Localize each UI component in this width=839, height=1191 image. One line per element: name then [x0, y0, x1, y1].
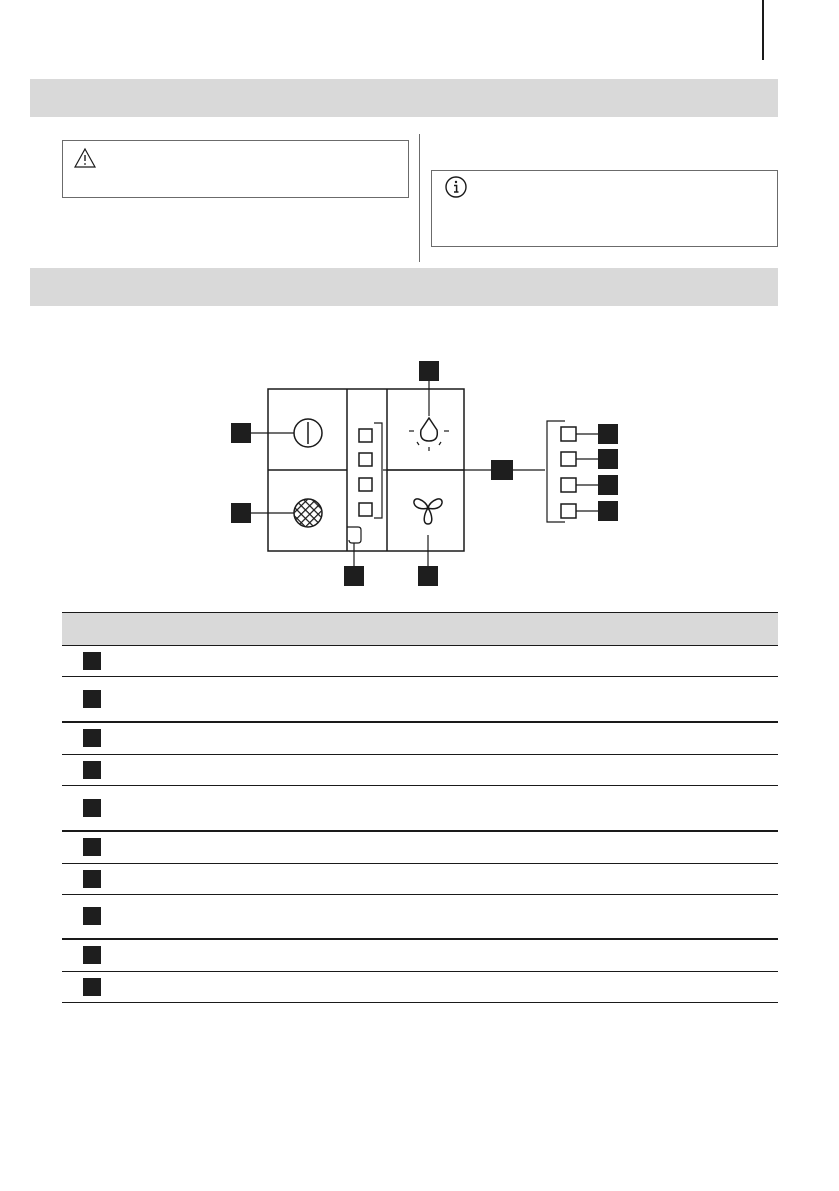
fan-speed-indicator — [359, 429, 372, 442]
sensor-field — [347, 527, 361, 543]
legend-row-marker — [83, 946, 101, 964]
callout-marker — [231, 503, 251, 523]
legend-row-marker — [83, 761, 101, 779]
legend-row-marker — [83, 799, 101, 817]
callout-marker — [598, 501, 618, 521]
indicator-legend-square — [561, 504, 576, 518]
indicator-group-bracket — [374, 423, 382, 518]
power-icon[interactable] — [294, 419, 322, 447]
callout-marker — [231, 423, 251, 443]
fan-speed-indicator — [359, 478, 372, 491]
indicator-legend-square — [561, 452, 576, 466]
callout-marker — [491, 460, 513, 480]
indicator-legend-square — [561, 427, 576, 441]
legend-row-marker — [83, 870, 101, 888]
legend-row-marker — [83, 652, 101, 670]
callout-marker — [418, 566, 438, 586]
legend-row — [62, 646, 778, 677]
legend-row-marker — [83, 690, 101, 708]
callout-marker — [598, 475, 618, 495]
callout-marker — [419, 361, 439, 381]
legend-row — [62, 755, 778, 786]
legend-row-marker — [83, 907, 101, 925]
legend-row-marker — [83, 838, 101, 856]
grease-filter-icon[interactable] — [294, 499, 322, 527]
legend-table — [62, 612, 778, 1003]
legend-row — [62, 723, 778, 755]
light-bulb-icon[interactable] — [409, 418, 449, 451]
indicator-legend-square — [561, 478, 576, 492]
fan-icon[interactable] — [414, 499, 442, 524]
legend-row-marker — [83, 729, 101, 747]
fan-speed-indicator — [359, 453, 372, 466]
legend-row-marker — [83, 978, 101, 996]
callout-marker — [598, 424, 618, 444]
legend-row — [62, 972, 778, 1003]
fan-speed-indicator — [359, 503, 372, 516]
legend-row — [62, 940, 778, 972]
legend-row — [62, 895, 778, 940]
legend-header-row — [62, 612, 778, 646]
legend-row — [62, 677, 778, 723]
callout-marker — [344, 566, 364, 586]
indicator-legend-bracket — [547, 421, 565, 522]
legend-row — [62, 786, 778, 832]
legend-row — [62, 864, 778, 895]
legend-row — [62, 832, 778, 864]
callout-marker — [598, 449, 618, 469]
